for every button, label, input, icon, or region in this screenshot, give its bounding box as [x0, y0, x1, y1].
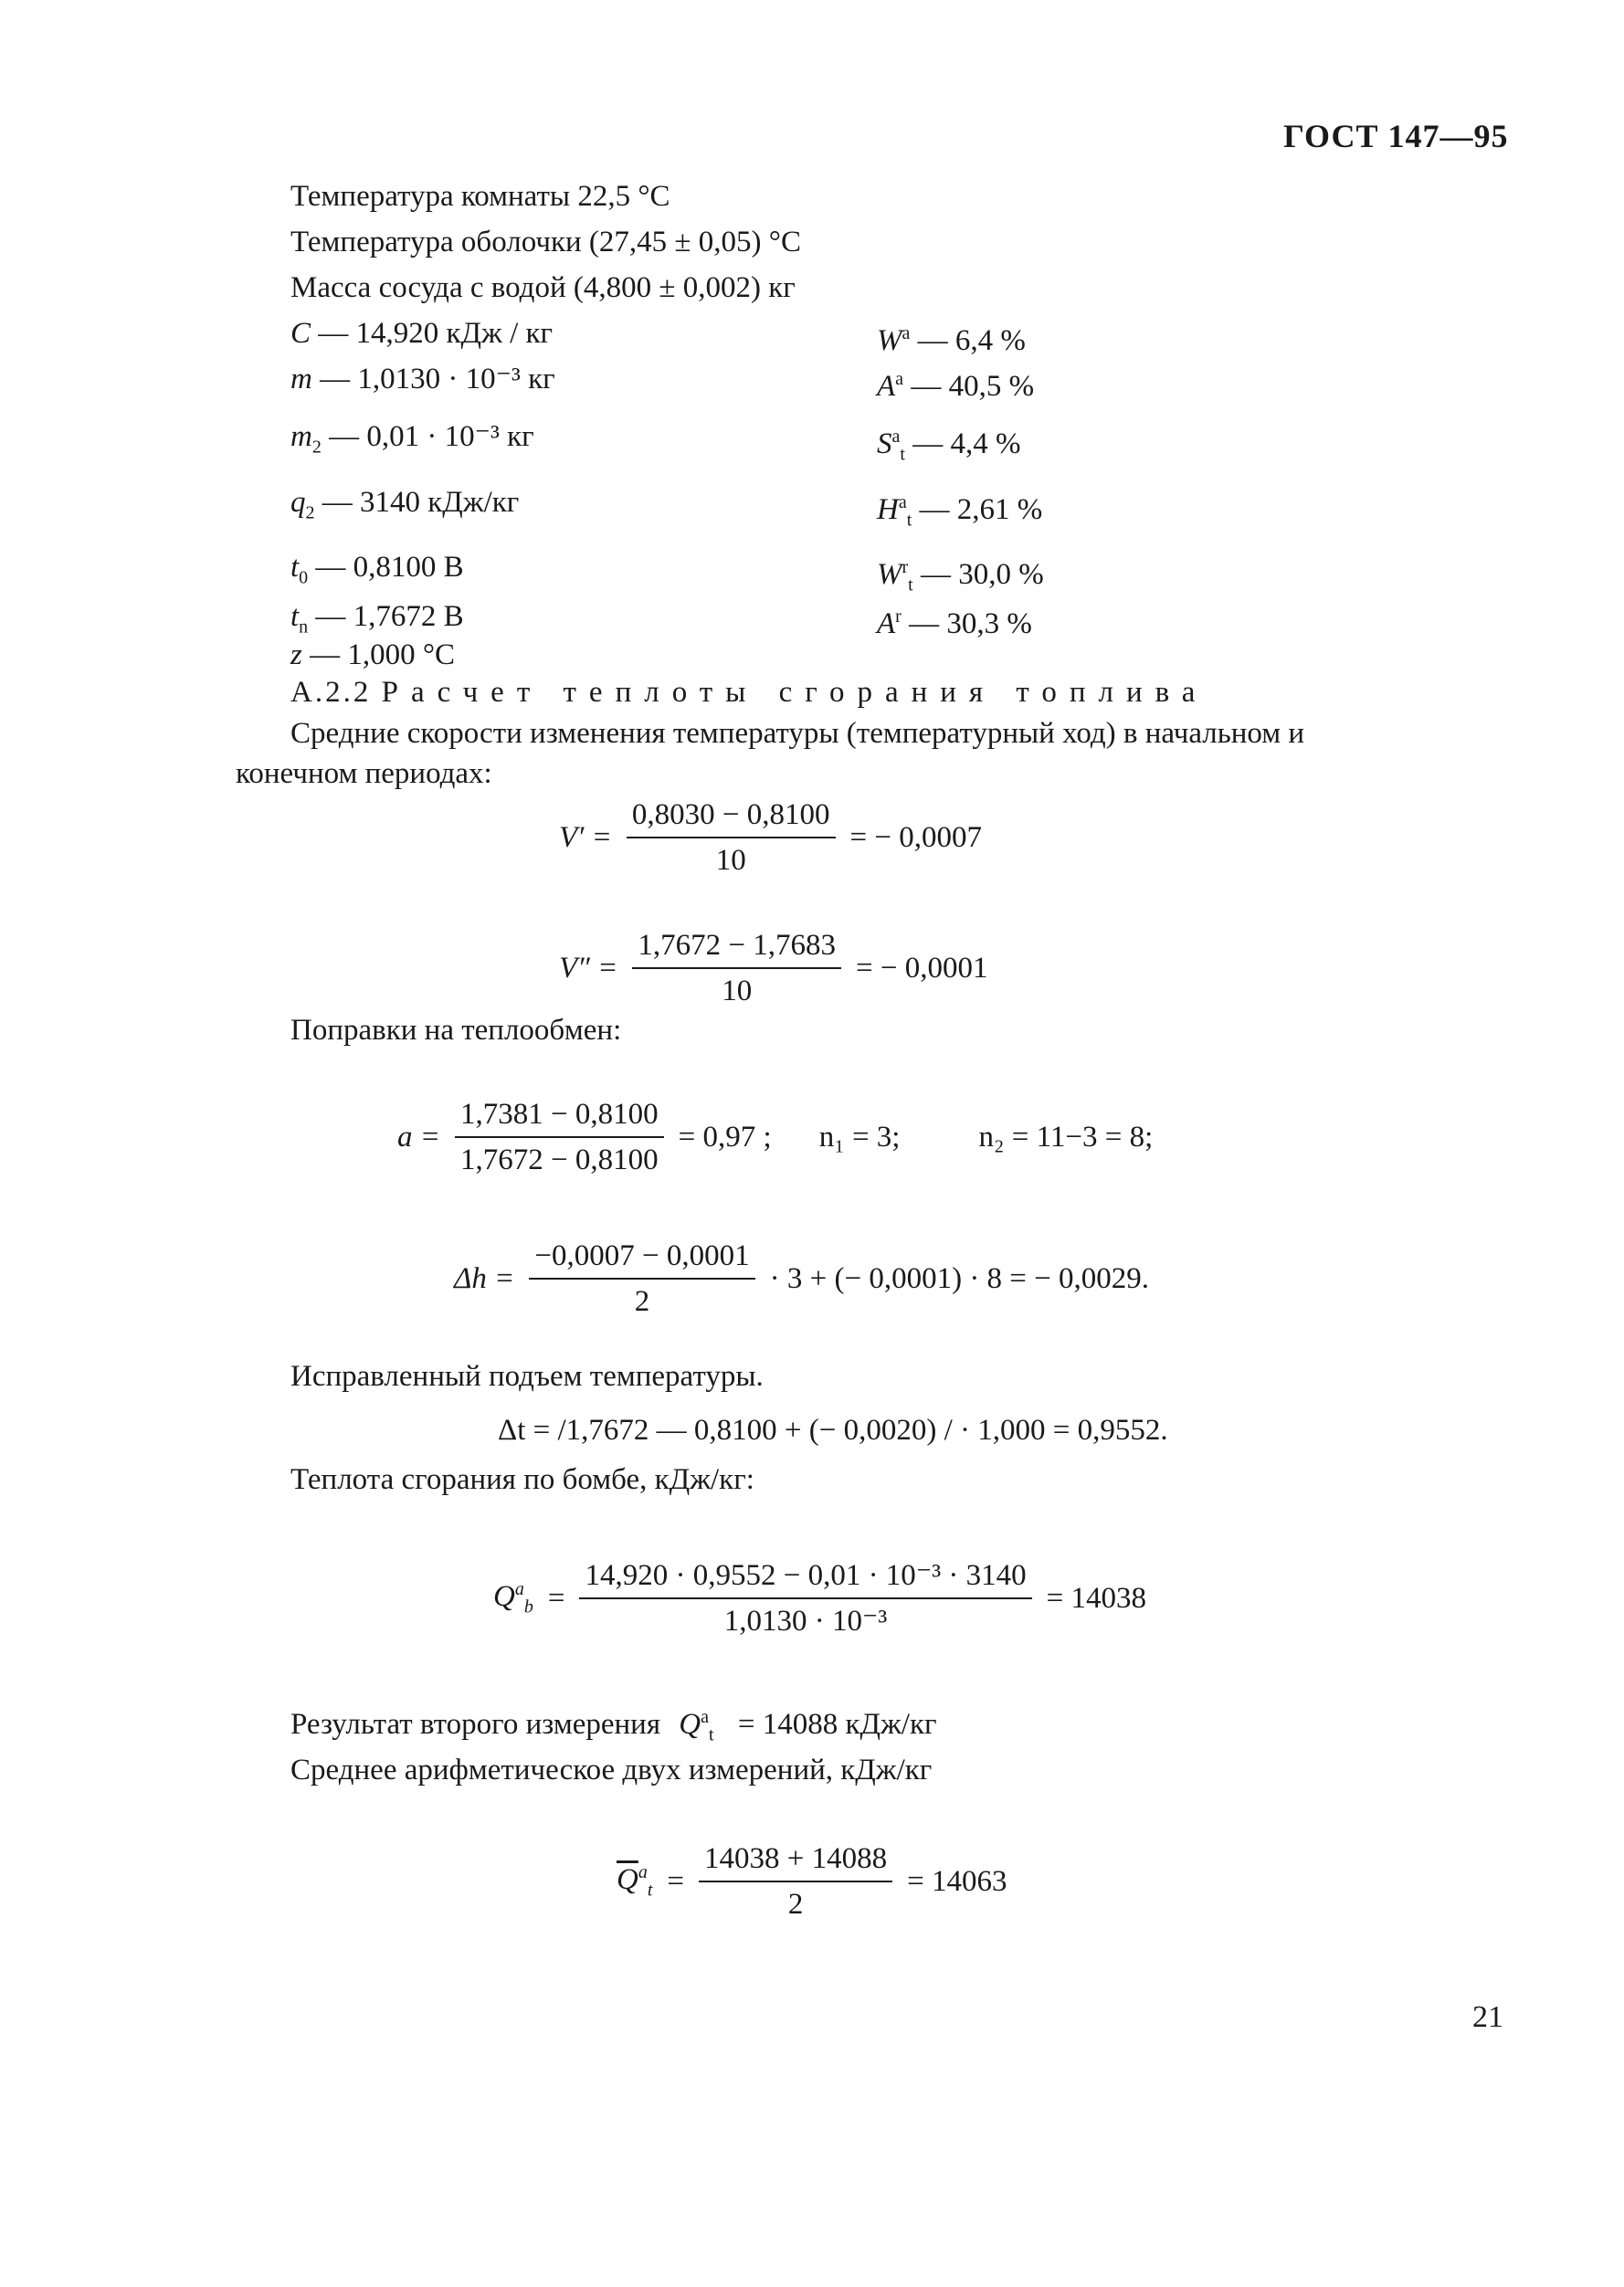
param-right: $S^a_t$ — 4,4 % [877, 427, 1021, 465]
param-left: m — 1,0130 · 10⁻³ кг [290, 363, 555, 395]
param-left: $t_n$ — 1,7672 В [290, 600, 464, 638]
paragraph-line: Поправки на теплообмен: [290, 1014, 622, 1047]
param-left: $t_0$ — 0,8100 В [290, 551, 464, 588]
page-number: 21 [1472, 2000, 1503, 2034]
paragraph-line: Теплота сгорания по бомбе, кДж/кг: [290, 1463, 754, 1496]
formula-delta-t: Δt = /1,7672 — 0,8100 + (− 0,0020) / · 1,000 = 0,9552. [498, 1414, 1168, 1447]
vessel-mass-line: Масса сосуда с водой (4,800 ± 0,002) кг [290, 271, 796, 304]
formula-q-bomb: $Q^a_b$ = $\frac{\text{14,920 · 0,9552 − 0,01 · 10⁻³ · 3140}}{\text{1,0130 · 10⁻³}}$ = 14038 [493, 1559, 1146, 1638]
fraction: $\frac{-0,0007 - 0,0001}{2}$ [529, 1238, 754, 1320]
formula-delta-h: Δh = $\frac{-0,0007 - 0,0001}{2}$ · 3 + (− 0,0001) · 8 = − 0,0029. [454, 1239, 1150, 1318]
fraction: $\frac{1,7381 - 0,8100}{1,7672 - 0,8100}$ [455, 1096, 664, 1178]
param-right: $A^r$ — 30,3 % [877, 606, 1032, 640]
param-right: $H^a_t$ — 2,61 % [877, 492, 1043, 531]
param-right: $A^a$ — 40,5 % [877, 369, 1035, 403]
fraction: $\frac{0,8030 - 0,8100}{10}$ [627, 796, 836, 879]
paragraph-line: Средние скорости изменения температуры (температурный ход) в начальном и [290, 717, 1305, 750]
formula-v-prime: V′ = $\frac{0,8030 - 0,8100}{10}$ = − 0,0007 [559, 798, 983, 877]
param-right: $W^r_t$ — 30,0 % [877, 557, 1044, 595]
param-left: C — 14,920 кДж / кг [290, 317, 554, 350]
shell-temperature-line: Температура оболочки (27,45 ± 0,05) °С [290, 226, 801, 258]
param-left: z — 1,000 °С [290, 638, 456, 671]
formula-q-mean: $\overline{Q}^a_t$ = $\frac{14038 + 14088}{2}$ = 14063 [617, 1842, 1007, 1921]
fraction: $\frac{14038 + 14088}{2}$ [699, 1840, 892, 1923]
document-code: ГОСТ 147—95 [1283, 118, 1509, 154]
formula-v-double-prime: V″ = $\frac{1,7672 - 1,7683}{10}$ = − 0,0001 [559, 929, 988, 1007]
second-result-line: Результат второго измерения $Q^a_t = 14088$ кДж/кг [290, 1707, 937, 1745]
room-temperature-line: Температура комнаты 22,5 °С [290, 180, 670, 213]
fraction: $\frac{1,7672 - 1,7683}{10}$ [632, 927, 841, 1009]
param-right: $W^a$ — 6,4 % [877, 323, 1026, 357]
paragraph-line: Среднее арифметическое двух измерений, кДж/кг [290, 1754, 933, 1786]
param-left: $q_2$ — 3140 кДж/кг [290, 486, 520, 523]
param-left: $m_2$ — 0,01 · 10⁻³ кг [290, 420, 534, 458]
paragraph-line: конечном периодах: [236, 757, 492, 790]
paragraph-line: Исправленный подъем температуры. [290, 1360, 764, 1393]
fraction: $\frac{\text{14,920 · 0,9552 − 0,01 · 10⁻³ · 3140}}{\text{1,0130 · 10⁻³}}$ [579, 1557, 1031, 1639]
formula-a: a = $\frac{1,7381 - 0,8100}{1,7672 - 0,8100}$ = 0,97 ; n₁ = 3; n₂ = 11−3 = 8; [397, 1098, 1154, 1176]
section-heading: А.2.2 Расчет теплоты сгорания топлива [290, 676, 1208, 709]
